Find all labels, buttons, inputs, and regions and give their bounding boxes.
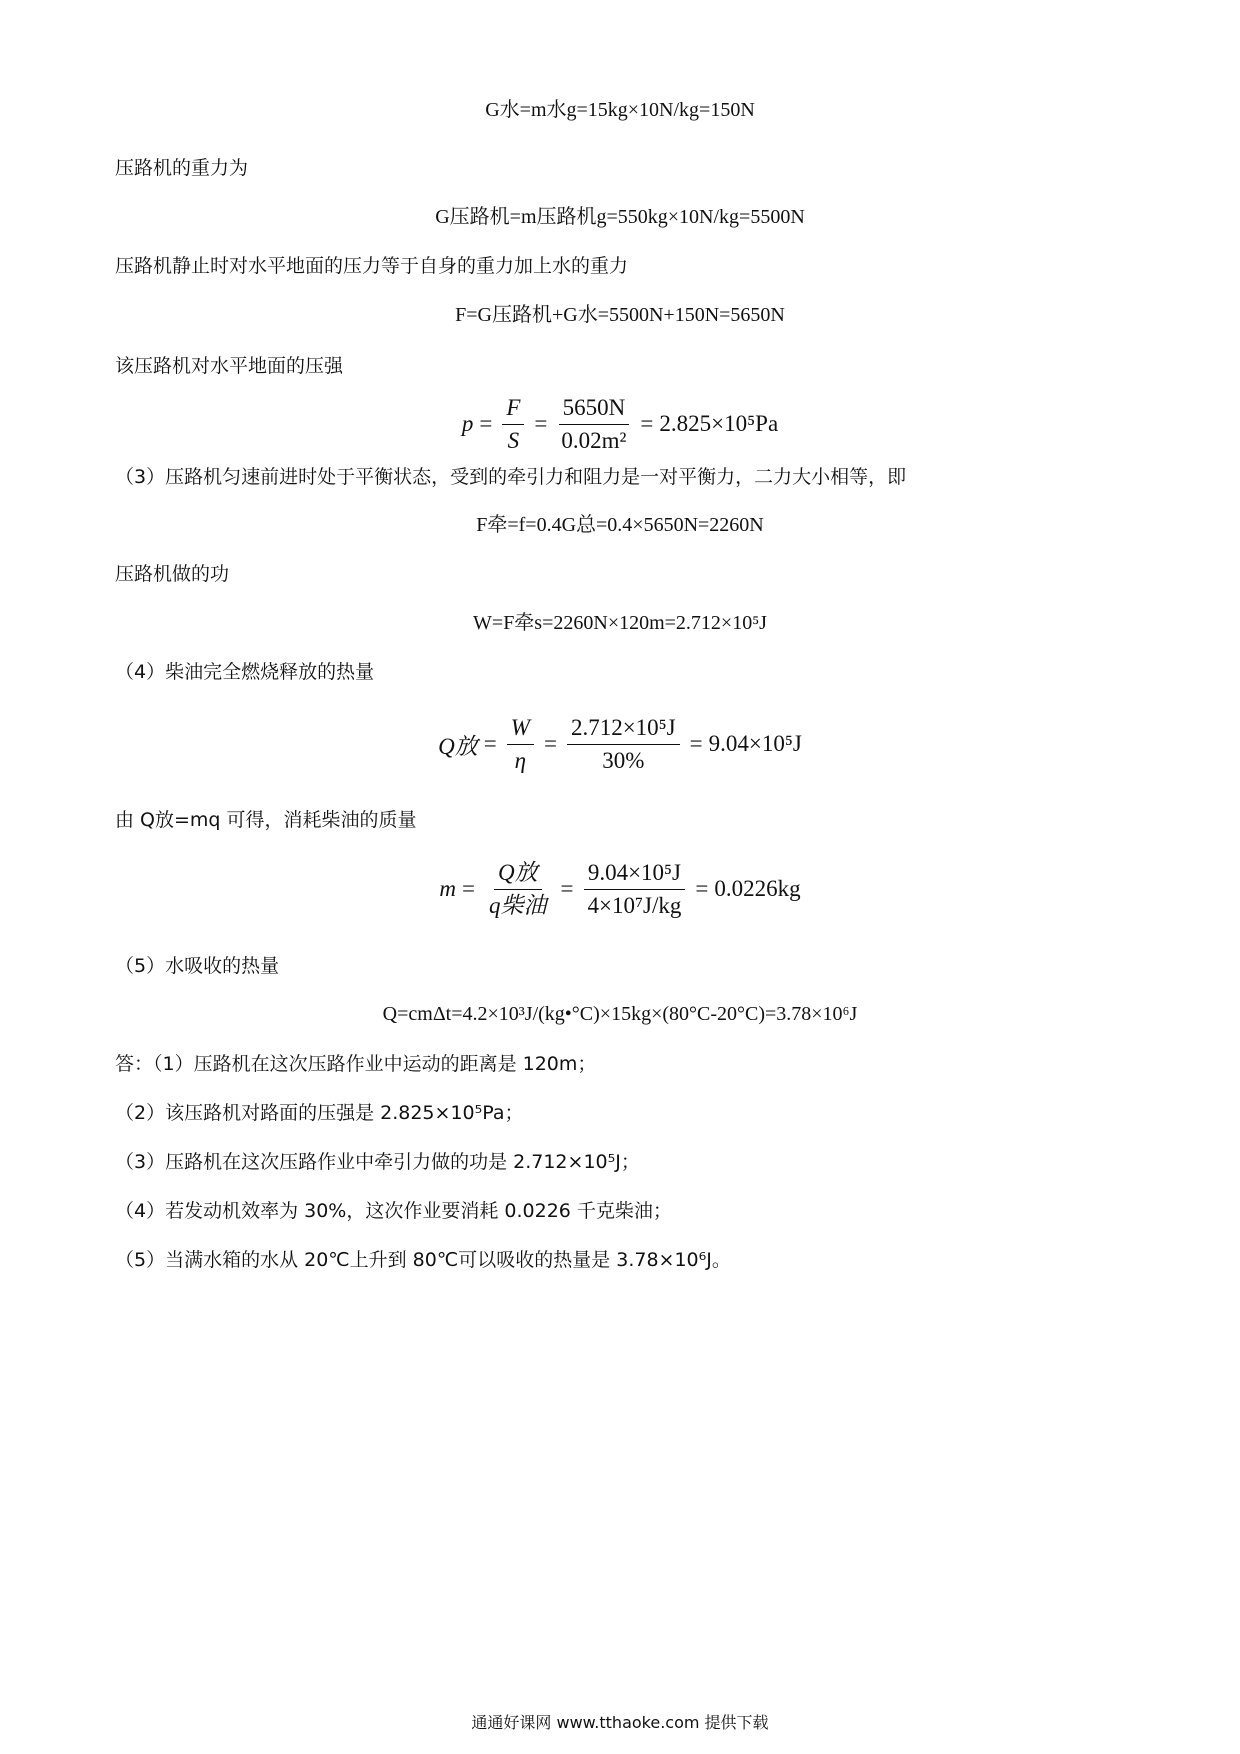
answer-1: 答：（1）压路机在这次压路作业中运动的距离是 120m； [115, 1053, 597, 1075]
eq-mass-frac2 [584, 860, 686, 919]
pressure-label: 该压路机对水平地面的压强 [115, 355, 344, 377]
eq-mass-den: q柴油 [489, 892, 547, 918]
answer-2: （2）该压路机对路面的压强是 2.825×10⁵Pa； [115, 1102, 524, 1124]
eq-pressure-result: 2.825×10⁵Pa [659, 411, 779, 436]
eq-heat-frac2 [567, 715, 680, 774]
eq-pressure-den: S [507, 427, 520, 453]
eq-heat-lhs: Q放 [438, 733, 478, 759]
eq-heat-release: Q放 = $\frac{W}{\eta}$ = $\frac{\text{2.712×10⁵J}}{30\%}$ = 9.04×10⁵J [438, 714, 802, 773]
eq-pressure-frac1 [502, 395, 524, 454]
work-label: 压路机做的功 [115, 563, 230, 585]
mass-label: 由 Q放=mq 可得，消耗柴油的质量 [115, 809, 417, 831]
eq-work: W=F牵s=2260N×120m=2.712×10⁵J [473, 612, 767, 634]
eq-absorb: Q=cmΔt=4.2×10³J/(kg•°C)×15kg×(80°C-20°C)=3.78×10⁶J [382, 1003, 858, 1025]
eq-mass: m = $\frac{\text{Q放}}{\text{q柴油}}$ = $\frac{\text{9.04×10⁵J}}{\text{4×10⁷J/kg}}$ = 0.0226kg [439, 859, 801, 918]
part5-text: （5）水吸收的热量 [115, 955, 280, 977]
footer-credit: 通通好课网 www.tthaoke.com 提供下载 [471, 1713, 769, 1732]
eq-traction: F牵=f=0.4G总=0.4×5650N=2260N [476, 514, 764, 536]
eq-water-weight: G水=m水g=15kg×10N/kg=150N [485, 99, 755, 121]
eq-pressure-lhs: p [461, 411, 474, 436]
eq-heat-den: η [514, 747, 527, 773]
answer-4: （4）若发动机效率为 30%，这次作业要消耗 0.0226 千克柴油； [115, 1200, 672, 1222]
eq-heat-num: W [510, 714, 530, 740]
eq-heat-den2: 30% [602, 747, 645, 773]
eq-pressure: p = $\frac{F}{S}$ = $\frac{5650N}{\text{0.02m²}}$ = 2.825×10⁵Pa [461, 394, 779, 453]
eq-force: F=G压路机+G水=5500N+150N=5650N [455, 304, 785, 326]
part3-text: （3）压路机匀速前进时处于平衡状态，受到的牵引力和阻力是一对平衡力，二力大小相等，即 [115, 466, 907, 488]
eq-mass-frac1 [485, 860, 551, 919]
pressure-force-label: 压路机静止时对水平地面的压力等于自身的重力加上水的重力 [115, 255, 629, 277]
eq-mass-lhs: m [439, 876, 457, 901]
eq-mass-result: 0.0226kg [714, 876, 801, 901]
eq-pressure-frac2 [557, 395, 630, 454]
answer-5: （5）当满水箱的水从 20℃上升到 80℃可以吸收的热量是 3.78×10⁶J。 [115, 1249, 731, 1271]
eq-pressure-den2: 0.02m² [561, 427, 627, 453]
eq-heat-frac1 [507, 715, 534, 774]
eq-pressure-num: F [506, 394, 521, 420]
eq-roller-weight: G压路机=m压路机g=550kg×10N/kg=5500N [435, 206, 805, 228]
eq-pressure-num2: 5650N [559, 395, 630, 425]
answer-3: （3）压路机在这次压路作业中牵引力做的功是 2.712×10⁵J； [115, 1151, 640, 1173]
eq-heat-result: 9.04×10⁵J [708, 731, 802, 756]
eq-mass-den2: 4×10⁷J/kg [587, 892, 682, 918]
part4-text: （4）柴油完全燃烧释放的热量 [115, 661, 375, 683]
roller-weight-label: 压路机的重力为 [115, 157, 249, 179]
eq-heat-num2: 2.712×10⁵J [567, 715, 680, 745]
eq-mass-num2: 9.04×10⁵J [584, 860, 685, 890]
eq-mass-num: Q放 [497, 859, 538, 885]
